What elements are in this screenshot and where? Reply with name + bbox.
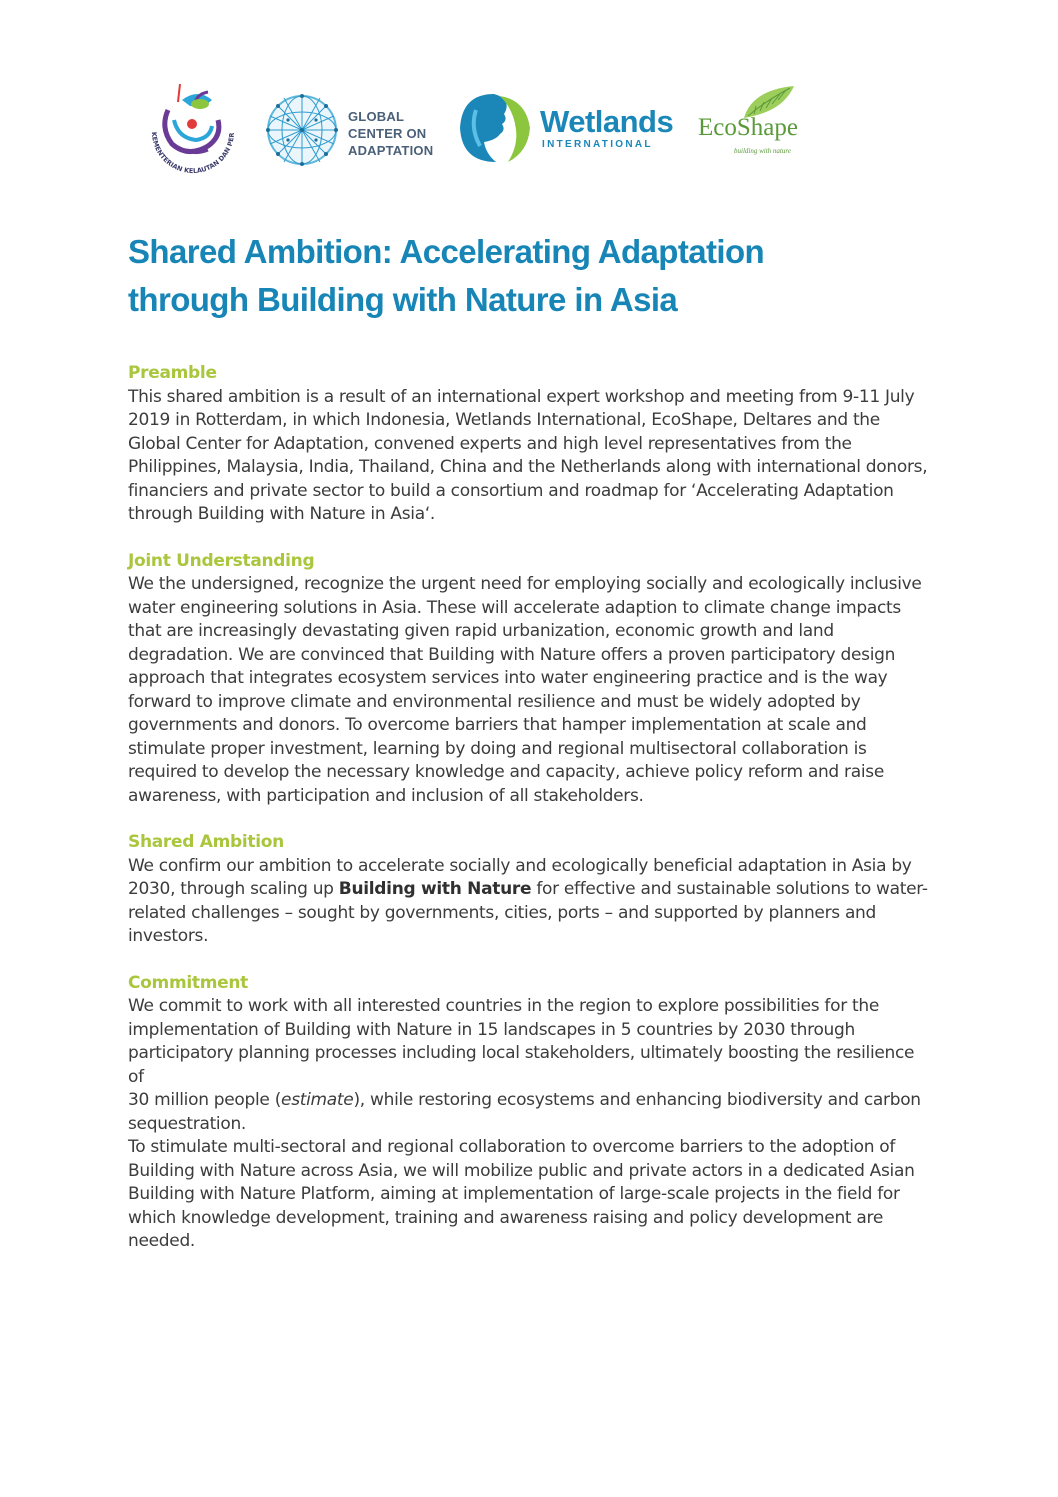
- section-paragraph: We commit to work with all interested countries in the region to explore possibilities for the implementation of Building with Nature in 15 landscapes in 5 countries by 2030 through participatory planning processes including local stakeholders, ultimately boosting the resilience of: [128, 996, 915, 1087]
- italic-text: estimate: [281, 1090, 354, 1110]
- section-paragraph: To stimulate multi-sectoral and regional collaboration to overcome barriers to the adoption of Building with Nature across Asia, we will mobilize public and private actors in a dedicated Asian Building with Nature Platform, aiming at implementation of large-scale projects in the field for which knowledge development, training and awareness raising and policy development are needed.: [128, 1137, 915, 1251]
- document-body: [128, 362, 933, 1277]
- ecoshape-logo-tagline: building with nature: [734, 147, 791, 155]
- section-commitment: [128, 972, 933, 1254]
- document-title-line-2: through Building with Nature in Asia: [128, 281, 678, 318]
- paragraph-text: for effective and sustainable solutions to water-related challenges – sought by governments, cities, ports – and supported by planners and investors.: [128, 879, 928, 946]
- section-heading: Joint Understanding: [128, 550, 315, 571]
- ecoshape-logo: [694, 84, 814, 164]
- section-paragraph: [128, 1089, 933, 1136]
- paragraph-text: ), while restoring ecosystems and enhancing biodiversity and carbon sequestration.: [128, 1090, 921, 1134]
- section-heading: Commitment: [128, 972, 249, 993]
- emphasis-text: Building with Nature: [338, 879, 532, 899]
- document-title-line-1: Shared Ambition: Accelerating Adaptation: [128, 233, 765, 270]
- section-paragraph: We the undersigned, recognize the urgent need for employing socially and ecologically inclusive water engineering solutions in Asia. These will accelerate adaption to climate change impacts that are increasingly devastating given rapid urbanization, economic growth and land degradation. We are convinced that Building with Nature offers a proven participatory design approach that integrates ecosystem services into water engineering practice and is the way forward to improve climate and environmental resilience and must be widely adopted by governments and donors. To overcome barriers that hamper implementation at scale and stimulate proper investment, learning by doing and regional multisectoral collaboration is required to develop the necessary knowledge and capacity, achieve policy reform and raise awareness, with participation and inclusion of all stakeholders.: [128, 574, 922, 806]
- paragraph-text: 30 million people (: [128, 1090, 282, 1110]
- section-heading: Preamble: [128, 363, 217, 383]
- ecoshape-logo-name: EcoShape: [698, 114, 798, 141]
- ministry-logo: [138, 80, 248, 180]
- gca-logo-text: GLOBAL CENTER ON ADAPTATION: [348, 109, 434, 158]
- wetlands-logo-name: Wetlands: [540, 104, 674, 139]
- svg-text:KEMENTERIAN KELAUTAN DAN PERIK: KEMENTERIAN KELAUTAN DAN PER: [149, 131, 237, 176]
- section-paragraph: [128, 855, 933, 949]
- wetlands-logo-sub: INTERNATIONAL: [542, 139, 653, 150]
- logo-bar: [138, 80, 818, 180]
- section-heading: Shared Ambition: [128, 832, 284, 852]
- gca-logo: [266, 94, 446, 170]
- section-joint-understanding: [128, 550, 933, 809]
- section-preamble: [128, 362, 933, 527]
- wetlands-logo: [456, 90, 676, 166]
- section-paragraph: This shared ambition is a result of an international expert workshop and meeting from 9-11 July 2019 in Rotterdam, in which Indonesia, Wetlands International, EcoShape, Deltares and the Global Center for Adaptation, convened experts and high level representatives from the Philippines, Malaysia, India, Thailand, China and the Netherlands along with international donors, financiers and private sector to build a consortium and roadmap for ‘Accelerating Adaptation through Building with Nature in Asia‘.: [128, 386, 928, 524]
- section-shared-ambition: [128, 831, 933, 949]
- document-title: [128, 228, 928, 324]
- paragraph-text: We confirm our ambition to accelerate socially and ecologically beneficial adaptation in Asia by 2030, through scaling up: [128, 855, 912, 899]
